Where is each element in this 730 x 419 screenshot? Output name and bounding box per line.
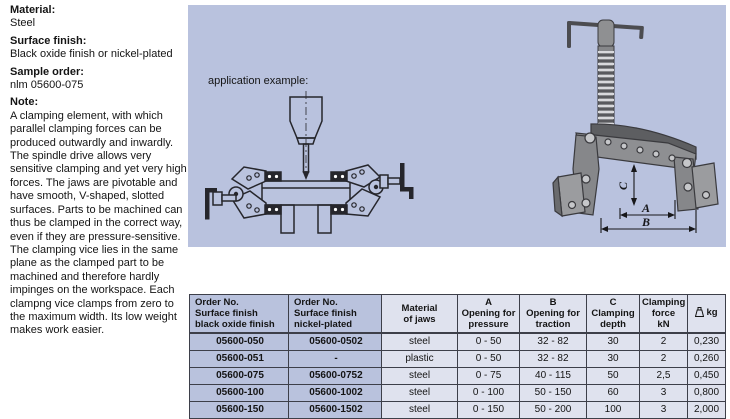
cell-clamping-depth: 50 bbox=[587, 367, 640, 384]
cell-clamping-depth: 60 bbox=[587, 384, 640, 401]
right-jaw-pad bbox=[692, 163, 718, 208]
table-row bbox=[190, 401, 726, 418]
workpiece bbox=[262, 181, 350, 205]
clamp-right-spindle-block bbox=[380, 175, 388, 188]
drill-tip bbox=[304, 172, 309, 178]
clamp-right-bottom-pad bbox=[331, 205, 347, 214]
cell-clamping-depth: 30 bbox=[587, 333, 640, 350]
sample-order-value: nlm 05600-075 bbox=[10, 79, 84, 92]
cell-weight: 0,800 bbox=[688, 384, 726, 401]
product-photo-clamping-vice bbox=[546, 7, 721, 247]
cell-order-black: 05600-100 bbox=[190, 384, 289, 401]
header-opening-traction: B Opening for traction bbox=[520, 295, 587, 334]
header-opening-pressure: A Opening for pressure bbox=[458, 295, 520, 334]
cell-opening-traction: 50 - 200 bbox=[520, 401, 587, 418]
table-row bbox=[190, 333, 726, 350]
weight-icon bbox=[695, 307, 704, 317]
cell-material: steel bbox=[382, 367, 458, 384]
table-row bbox=[190, 384, 726, 401]
support-leg-left bbox=[281, 205, 294, 233]
header-material-of-jaws: Material of jaws bbox=[382, 295, 458, 334]
illustration-panel bbox=[188, 5, 726, 247]
cell-order-nickel: 05600-1002 bbox=[289, 384, 382, 401]
cell-clamping-depth: 30 bbox=[587, 350, 640, 367]
cell-order-black: 05600-150 bbox=[190, 401, 289, 418]
cell-order-nickel: 05600-0502 bbox=[289, 333, 382, 350]
clamp-left-spindle-rod bbox=[222, 195, 236, 201]
cell-material: steel bbox=[382, 384, 458, 401]
header-order-nickel-plated: Order No. Surface finish nickel-plated bbox=[289, 295, 382, 334]
cell-clamping-depth: 100 bbox=[587, 401, 640, 418]
cell-opening-traction: 50 - 150 bbox=[520, 384, 587, 401]
cell-clamping-force: 3 bbox=[640, 401, 688, 418]
clamp-left-spindle-block bbox=[213, 192, 222, 205]
cell-weight: 0,230 bbox=[688, 333, 726, 350]
cell-clamping-force: 2 bbox=[640, 350, 688, 367]
clamp-right-crank-handle bbox=[400, 163, 414, 199]
cell-opening-pressure: 0 - 50 bbox=[458, 333, 520, 350]
header-clamping-depth: C Clamping depth bbox=[587, 295, 640, 334]
cell-weight: 0,450 bbox=[688, 367, 726, 384]
cell-order-nickel: 05600-1502 bbox=[289, 401, 382, 418]
dimension-label-b: B bbox=[641, 215, 651, 229]
left-jaw-pad bbox=[558, 173, 585, 216]
header-order-black-oxide: Order No. Surface finish black oxide finish bbox=[190, 295, 289, 334]
drill-tool bbox=[290, 91, 322, 179]
cell-clamping-force: 3 bbox=[640, 384, 688, 401]
clamp-right-spindle-rod bbox=[388, 178, 400, 184]
clamp-right-hub-pin bbox=[374, 185, 378, 189]
cell-order-black: 05600-075 bbox=[190, 367, 289, 384]
surface-finish-section bbox=[10, 35, 190, 62]
table-row bbox=[190, 367, 726, 384]
cell-material: plastic bbox=[382, 350, 458, 367]
header-clamping-force: Clamping force kN bbox=[640, 295, 688, 334]
cell-order-nickel: - bbox=[289, 350, 382, 367]
surface-finish-heading: Surface finish: bbox=[10, 34, 87, 47]
cell-weight: 2,000 bbox=[688, 401, 726, 418]
clamp-right-top-pad bbox=[331, 172, 347, 181]
cell-clamping-force: 2,5 bbox=[640, 367, 688, 384]
cell-clamping-force: 2 bbox=[640, 333, 688, 350]
cell-weight: 0,260 bbox=[688, 350, 726, 367]
header-weight-kg: kg bbox=[688, 295, 726, 334]
cell-opening-pressure: 0 - 150 bbox=[458, 401, 520, 418]
note-text: A clamping element, with which parallel clamping forces can be produced outwardly and inwardly. The spindle drive allows very sensitive clamping and yet very high forces. The jaws are pivotable and have smooth, V-shaped, slotted surfaces. Parts to be machined can thus be clamped in the correct way, even if they are pressure-sensitive. The clamping vice lies in the same plane as the clamped part to be machined and therefore hardly impinges on the workspace. Each clampng vice clamps from zero to the maximum width. Its low weight makes work easier. bbox=[10, 109, 187, 337]
cell-opening-pressure: 0 - 50 bbox=[458, 350, 520, 367]
spec-table bbox=[189, 294, 726, 419]
cell-opening-pressure: 0 - 100 bbox=[458, 384, 520, 401]
dimension-label-c: C bbox=[616, 181, 630, 190]
cell-opening-pressure: 0 - 75 bbox=[458, 367, 520, 384]
material-section bbox=[10, 4, 190, 31]
spindle bbox=[598, 20, 614, 138]
dimension-label-a: A bbox=[641, 201, 651, 215]
dimension-c bbox=[616, 164, 637, 206]
note-section bbox=[10, 96, 190, 337]
spec-table-header-row bbox=[190, 295, 726, 334]
support-leg-right bbox=[318, 205, 331, 233]
cell-material: steel bbox=[382, 401, 458, 418]
sample-order-heading: Sample order: bbox=[10, 65, 84, 78]
cell-order-black: 05600-051 bbox=[190, 350, 289, 367]
cell-opening-traction: 32 - 82 bbox=[520, 333, 587, 350]
application-example-illustration bbox=[196, 91, 426, 247]
sample-order-section bbox=[10, 66, 190, 93]
table-row bbox=[190, 350, 726, 367]
material-value: Steel bbox=[10, 17, 36, 30]
cell-material: steel bbox=[382, 333, 458, 350]
product-info-column bbox=[10, 4, 190, 342]
material-heading: Material: bbox=[10, 4, 56, 16]
cell-order-black: 05600-050 bbox=[190, 333, 289, 350]
cell-opening-traction: 40 - 115 bbox=[520, 367, 587, 384]
cell-opening-traction: 32 - 82 bbox=[520, 350, 587, 367]
cell-order-nickel: 05600-0752 bbox=[289, 367, 382, 384]
clamp-left-top-pad bbox=[265, 172, 281, 181]
clamp-left-bottom-pad bbox=[265, 205, 281, 214]
note-heading: Note: bbox=[10, 96, 39, 109]
application-example-label: application example: bbox=[208, 75, 309, 87]
surface-finish-value: Black oxide finish or nickel-plated bbox=[10, 48, 173, 61]
